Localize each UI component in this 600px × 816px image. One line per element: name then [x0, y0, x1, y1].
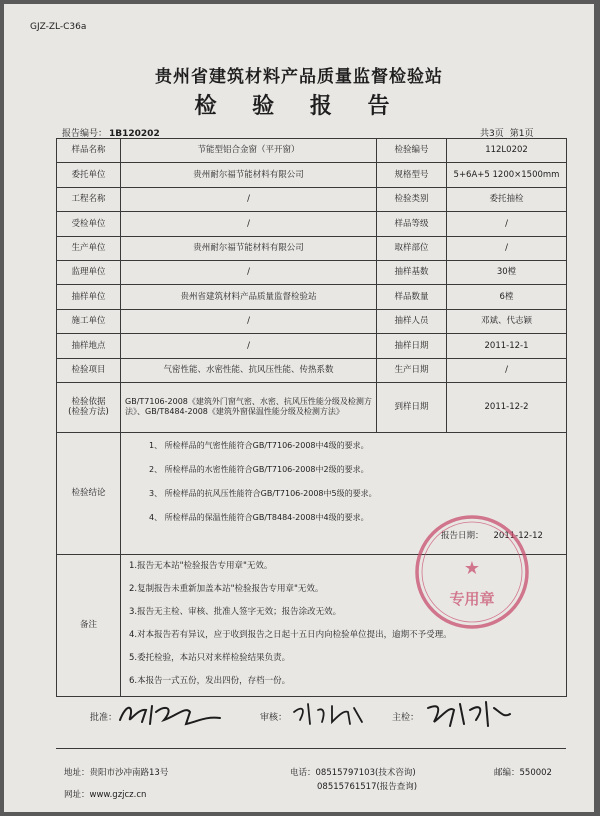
field-label: 取样部位 [377, 236, 447, 260]
footer-website [64, 788, 146, 800]
info-row [57, 334, 567, 358]
phone-tech: 08515797103(技术咨询) [315, 768, 416, 778]
field-value: / [447, 212, 567, 236]
footer-phone [290, 766, 416, 778]
footer-phone-query: 08515761517(报告查询) [317, 782, 418, 792]
field-value: 2011-12-1 [447, 334, 567, 358]
field-value: 112L0202 [447, 139, 567, 163]
website-value: www.gzjcz.cn [89, 790, 147, 800]
field-label: 工程名称 [57, 187, 121, 211]
field-value: / [121, 334, 377, 358]
official-stamp [412, 512, 532, 632]
field-label: 抽样基数 [377, 260, 447, 284]
field-value: 贵州耐尔福节能材料有限公司 [121, 163, 377, 187]
basis-row [57, 382, 567, 432]
note-item: 1.报告无本站"检验报告专用章"无效。 [129, 560, 273, 571]
report-number-label: 报告编号： [62, 129, 108, 139]
field-label: 规格型号 [377, 163, 447, 187]
field-label: 委托单位 [57, 163, 121, 187]
inspect-label: 主检： [392, 713, 420, 723]
footer-postcode [494, 766, 552, 778]
field-value: 30樘 [447, 260, 567, 284]
info-row [57, 236, 567, 260]
field-value: 6樘 [447, 285, 567, 309]
phone-label: 电话： [290, 768, 316, 778]
field-value: / [121, 212, 377, 236]
info-row [57, 309, 567, 333]
field-value: / [121, 260, 377, 284]
note-item: 5.委托检验，本站只对来样检验结果负责。 [129, 652, 291, 663]
field-label: 生产单位 [57, 236, 121, 260]
info-row [57, 187, 567, 211]
field-label: 监理单位 [57, 260, 121, 284]
note-item: 4.对本报告若有异议，应于收到报告之日起十五日内向检验单位提出，逾期不予受理。 [129, 629, 452, 640]
field-label: 检验类别 [377, 187, 447, 211]
document-code: GJZ-ZL-C36a [30, 22, 87, 32]
report-date-value: 2011-12-12 [493, 530, 543, 541]
conclusion-label: 检验结论 [57, 432, 121, 554]
conclusion-item: 3、 所检样品的抗风压性能符合GB/T7106-2008中5级的要求。 [149, 488, 377, 498]
info-row [57, 212, 567, 236]
stamp-text: 专用章 [449, 590, 495, 608]
arrival-date-value: 2011-12-2 [447, 382, 567, 432]
field-label: 样品数量 [377, 285, 447, 309]
approve-label: 批准： [90, 713, 118, 723]
field-label: 样品等级 [377, 212, 447, 236]
report-number-value: 1B120202 [109, 129, 160, 139]
address-value: 贵阳市沙冲南路13号 [89, 768, 169, 778]
field-label: 检验编号 [377, 139, 447, 163]
field-label: 抽样单位 [57, 285, 121, 309]
field-label: 抽样地点 [57, 334, 121, 358]
inspector-signature-icon [424, 698, 514, 730]
basis-label: 检验依据 (检验方法) [57, 382, 121, 432]
field-value: 节能型铝合金窗（平开窗） [121, 139, 377, 163]
organization-title: 贵州省建筑材料产品质量监督检验站 [155, 67, 443, 87]
info-row [57, 358, 567, 382]
note-item: 6.本报告一式五份，发出四份，存档一份。 [129, 675, 291, 686]
report-page [4, 4, 594, 812]
review-label: 审核： [260, 713, 288, 723]
field-value: 气密性能、水密性能、抗风压性能、传热系数 [121, 358, 377, 382]
info-row [57, 139, 567, 163]
notes-label: 备注 [57, 554, 121, 696]
basis-text: GB/T7106-2008《建筑外门窗气密、水密、抗风压性能分级及检测方法》、GB/T8484-2008《建筑外窗保温性能分级及检测方法》 [121, 382, 377, 432]
report-title: 检 验 报 告 [194, 94, 404, 119]
info-row [57, 260, 567, 284]
field-label: 样品名称 [57, 139, 121, 163]
postcode-label: 邮编： [494, 768, 520, 778]
note-item: 3.报告无主检、审核、批准人签字无效；报告涂改无效。 [129, 606, 342, 617]
total-pages: 共3页 [480, 129, 504, 139]
field-value: / [447, 236, 567, 260]
conclusion-item: 4、 所检样品的保温性能符合GB/T8484-2008中4级的要求。 [149, 512, 369, 522]
conclusion-item: 2、 所检样品的水密性能符合GB/T7106-2008中2级的要求。 [149, 464, 369, 474]
field-label: 抽样日期 [377, 334, 447, 358]
field-value: / [121, 309, 377, 333]
field-value: / [121, 187, 377, 211]
note-item: 2.复制报告未重新加盖本站"检验报告专用章"无效。 [129, 583, 324, 594]
field-label: 施工单位 [57, 309, 121, 333]
postcode-value: 550002 [519, 768, 552, 778]
approver-signature-icon [116, 698, 226, 728]
field-value: 委托抽检 [447, 187, 567, 211]
conclusion-item: 1、 所检样品的气密性能符合GB/T7106-2008中4级的要求。 [149, 440, 369, 450]
field-label: 检验项目 [57, 358, 121, 382]
field-value: 贵州耐尔福节能材料有限公司 [121, 236, 377, 260]
field-value: 邓斌、代志颖 [447, 309, 567, 333]
website-label: 网址： [64, 790, 90, 800]
reviewer-signature-icon [288, 698, 368, 728]
info-row [57, 163, 567, 187]
field-label: 受检单位 [57, 212, 121, 236]
field-label: 生产日期 [377, 358, 447, 382]
footer-divider [56, 748, 566, 749]
field-label: 抽样人员 [377, 309, 447, 333]
report-date-label: 报告日期： [441, 530, 484, 541]
field-value: / [447, 358, 567, 382]
footer-address [64, 766, 168, 778]
arrival-date-label: 到样日期 [377, 382, 447, 432]
info-row [57, 285, 567, 309]
page-number: 第1页 [509, 129, 534, 139]
field-value: 5+6A+5 1200×1500mm [447, 163, 567, 187]
field-value: 贵州省建筑材料产品质量监督检验站 [121, 285, 377, 309]
stamp-star-icon: ★ [463, 558, 481, 579]
address-label: 地址： [64, 768, 90, 778]
